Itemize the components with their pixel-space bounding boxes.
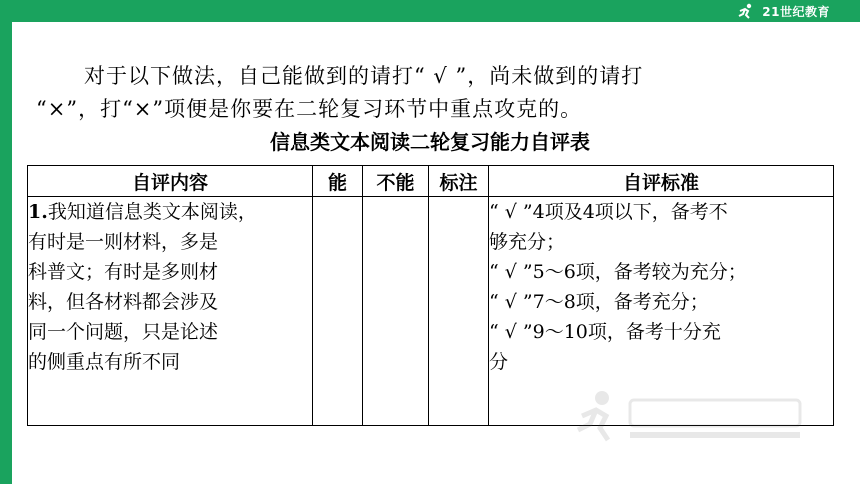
content-line: 同一个问题，只是论述 — [28, 321, 219, 343]
header-cannot: 不能 — [363, 166, 429, 197]
left-frame-bar — [0, 0, 12, 484]
watermark-logo-icon — [574, 386, 814, 446]
top-frame-bar — [0, 0, 860, 22]
brand-logo — [736, 2, 830, 20]
criteria-line: 分 — [489, 351, 509, 373]
table-title: 信息类文本阅读二轮复习能力自评表 — [270, 130, 590, 154]
criteria-line: “ √ ”5～6项，备考较为充分； — [489, 261, 747, 283]
mark-cell[interactable] — [429, 197, 489, 426]
content-line: 科普文；有时是多则材 — [28, 261, 219, 283]
header-mark: 标注 — [429, 166, 489, 197]
item-number: 1. — [28, 201, 48, 223]
content-line: 我知道信息类文本阅读， — [47, 201, 257, 223]
table-header-row — [28, 166, 834, 197]
criteria-line: 够充分； — [489, 231, 566, 253]
content-cell — [28, 197, 313, 426]
criteria-line: “ √ ”7～8项，备考充分； — [489, 291, 709, 313]
can-cell[interactable] — [313, 197, 363, 426]
content-line: 的侧重点有所不同 — [28, 351, 181, 373]
header-content: 自评内容 — [28, 166, 313, 197]
intro-paragraph — [36, 60, 836, 126]
header-criteria: 自评标准 — [489, 166, 834, 197]
criteria-line: “ √ ”4项及4项以下，备考不 — [489, 201, 728, 223]
intro-line-1: 对于以下做法，自己能做到的请打“ √ ”，尚未做到的请打 — [84, 64, 644, 88]
intro-line-2: “×”，打“×”项便是你要在二轮复习环节中重点攻克的。 — [36, 97, 583, 121]
runner-logo-icon — [736, 3, 756, 19]
header-can: 能 — [313, 166, 363, 197]
criteria-line: “ √ ”9～10项，备考十分充 — [489, 321, 721, 343]
cannot-cell[interactable] — [363, 197, 429, 426]
logo-text: 21世纪教育 — [762, 4, 830, 19]
content-line: 有时是一则材料，多是 — [28, 231, 219, 253]
content-line: 料，但各材料都会涉及 — [28, 291, 219, 313]
